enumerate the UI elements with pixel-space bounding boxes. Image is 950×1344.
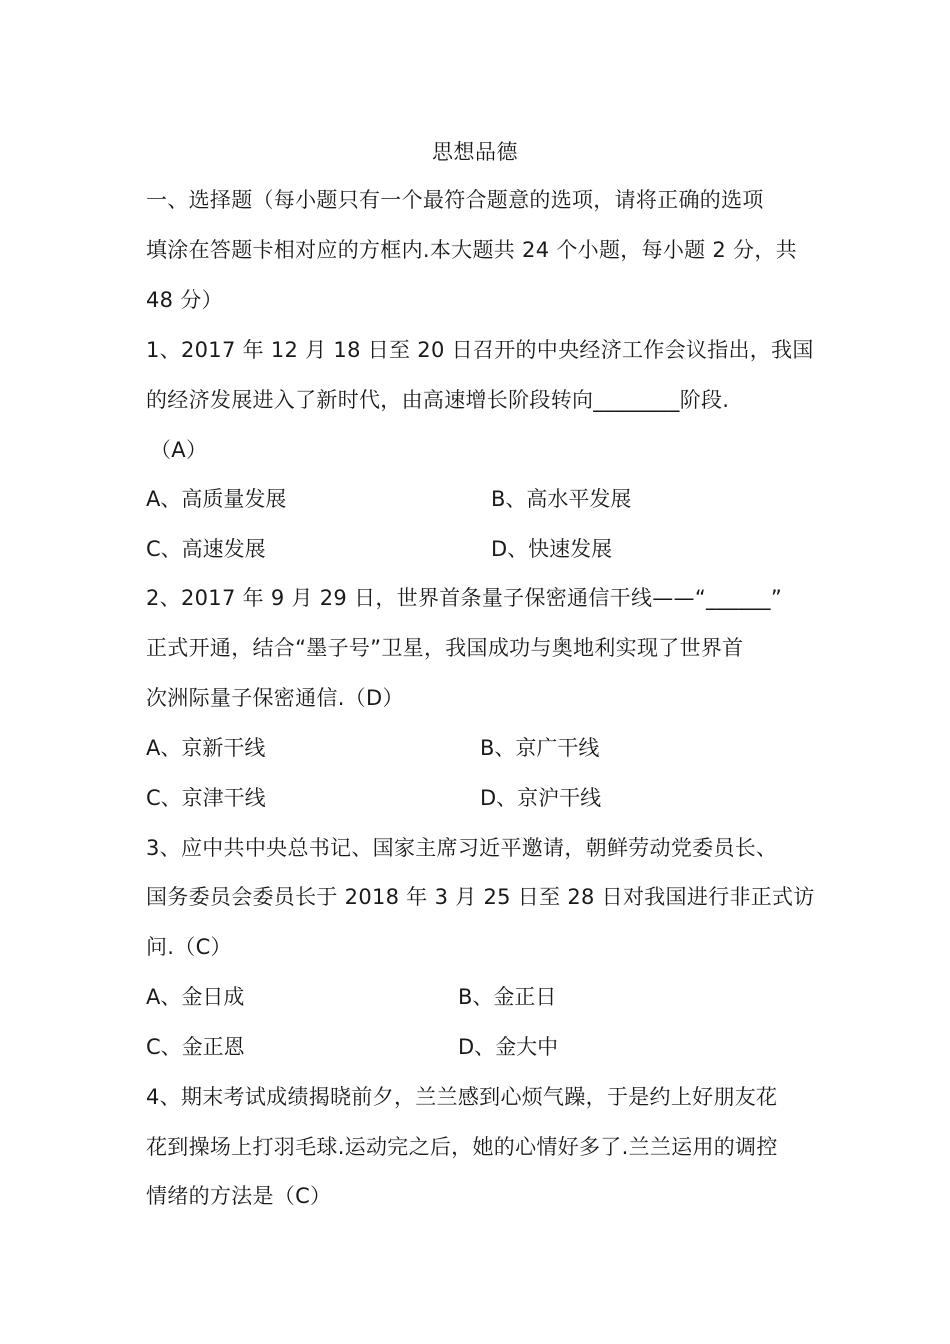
q3-line-3: 问.（C） — [146, 935, 232, 959]
q1-line-1: 1、2017 年 12 月 18 日至 20 日召开的中央经济工作会议指出，我国 — [146, 338, 814, 362]
q3-option-b: B、金正日 — [458, 985, 557, 1009]
q3-line-1: 3、应中共中央总书记、国家主席习近平邀请，朝鲜劳动党委员长、 — [146, 836, 778, 860]
q4-line-2: 花到操场上打羽毛球.运动完之后，她的心情好多了.兰兰运用的调控 — [146, 1135, 778, 1159]
q4-line-1: 4、期末考试成绩揭晓前夕，兰兰感到心烦气躁，于是约上好朋友花 — [146, 1085, 778, 1109]
q2-option-a: A、京新干线 — [146, 736, 266, 760]
q4-line-3: 情绪的方法是（C） — [146, 1184, 332, 1208]
q1-option-b: B、高水平发展 — [491, 487, 632, 511]
q1-answer: （A） — [150, 438, 208, 462]
q2-line-3: 次洲际量子保密通信.（D） — [146, 686, 404, 710]
q1-option-d: D、快速发展 — [491, 537, 613, 561]
q1-option-a: A、高质量发展 — [146, 487, 287, 511]
section-heading-line-1: 一、选择题（每小题只有一个最符合题意的选项，请将正确的选项 — [146, 188, 764, 212]
section-heading-line-2: 填涂在答题卡相对应的方框内.本大题共 24 个小题，每小题 2 分，共 — [146, 238, 797, 262]
q2-line-1: 2、2017 年 9 月 29 日，世界首条量子保密通信干线——“______” — [146, 586, 783, 610]
q3-option-a: A、金日成 — [146, 985, 245, 1009]
q2-line-2: 正式开通，结合“墨子号”卫星，我国成功与奥地利实现了世界首 — [146, 636, 744, 660]
section-heading-line-3: 48 分） — [146, 288, 223, 312]
page-title: 思想品德 — [432, 140, 518, 164]
q2-option-b: B、京广干线 — [480, 736, 600, 760]
q1-line-2: 的经济发展进入了新时代，由高速增长阶段转向________阶段. — [146, 388, 730, 412]
q1-option-c: C、高速发展 — [146, 537, 266, 561]
q2-option-c: C、京津干线 — [146, 786, 266, 810]
q3-line-2: 国务委员会委员长于 2018 年 3 月 25 日至 28 日对我国进行非正式访 — [146, 885, 815, 909]
q3-option-c: C、金正恩 — [146, 1035, 245, 1059]
q3-option-d: D、金大中 — [458, 1035, 559, 1059]
q2-option-d: D、京沪干线 — [480, 786, 602, 810]
